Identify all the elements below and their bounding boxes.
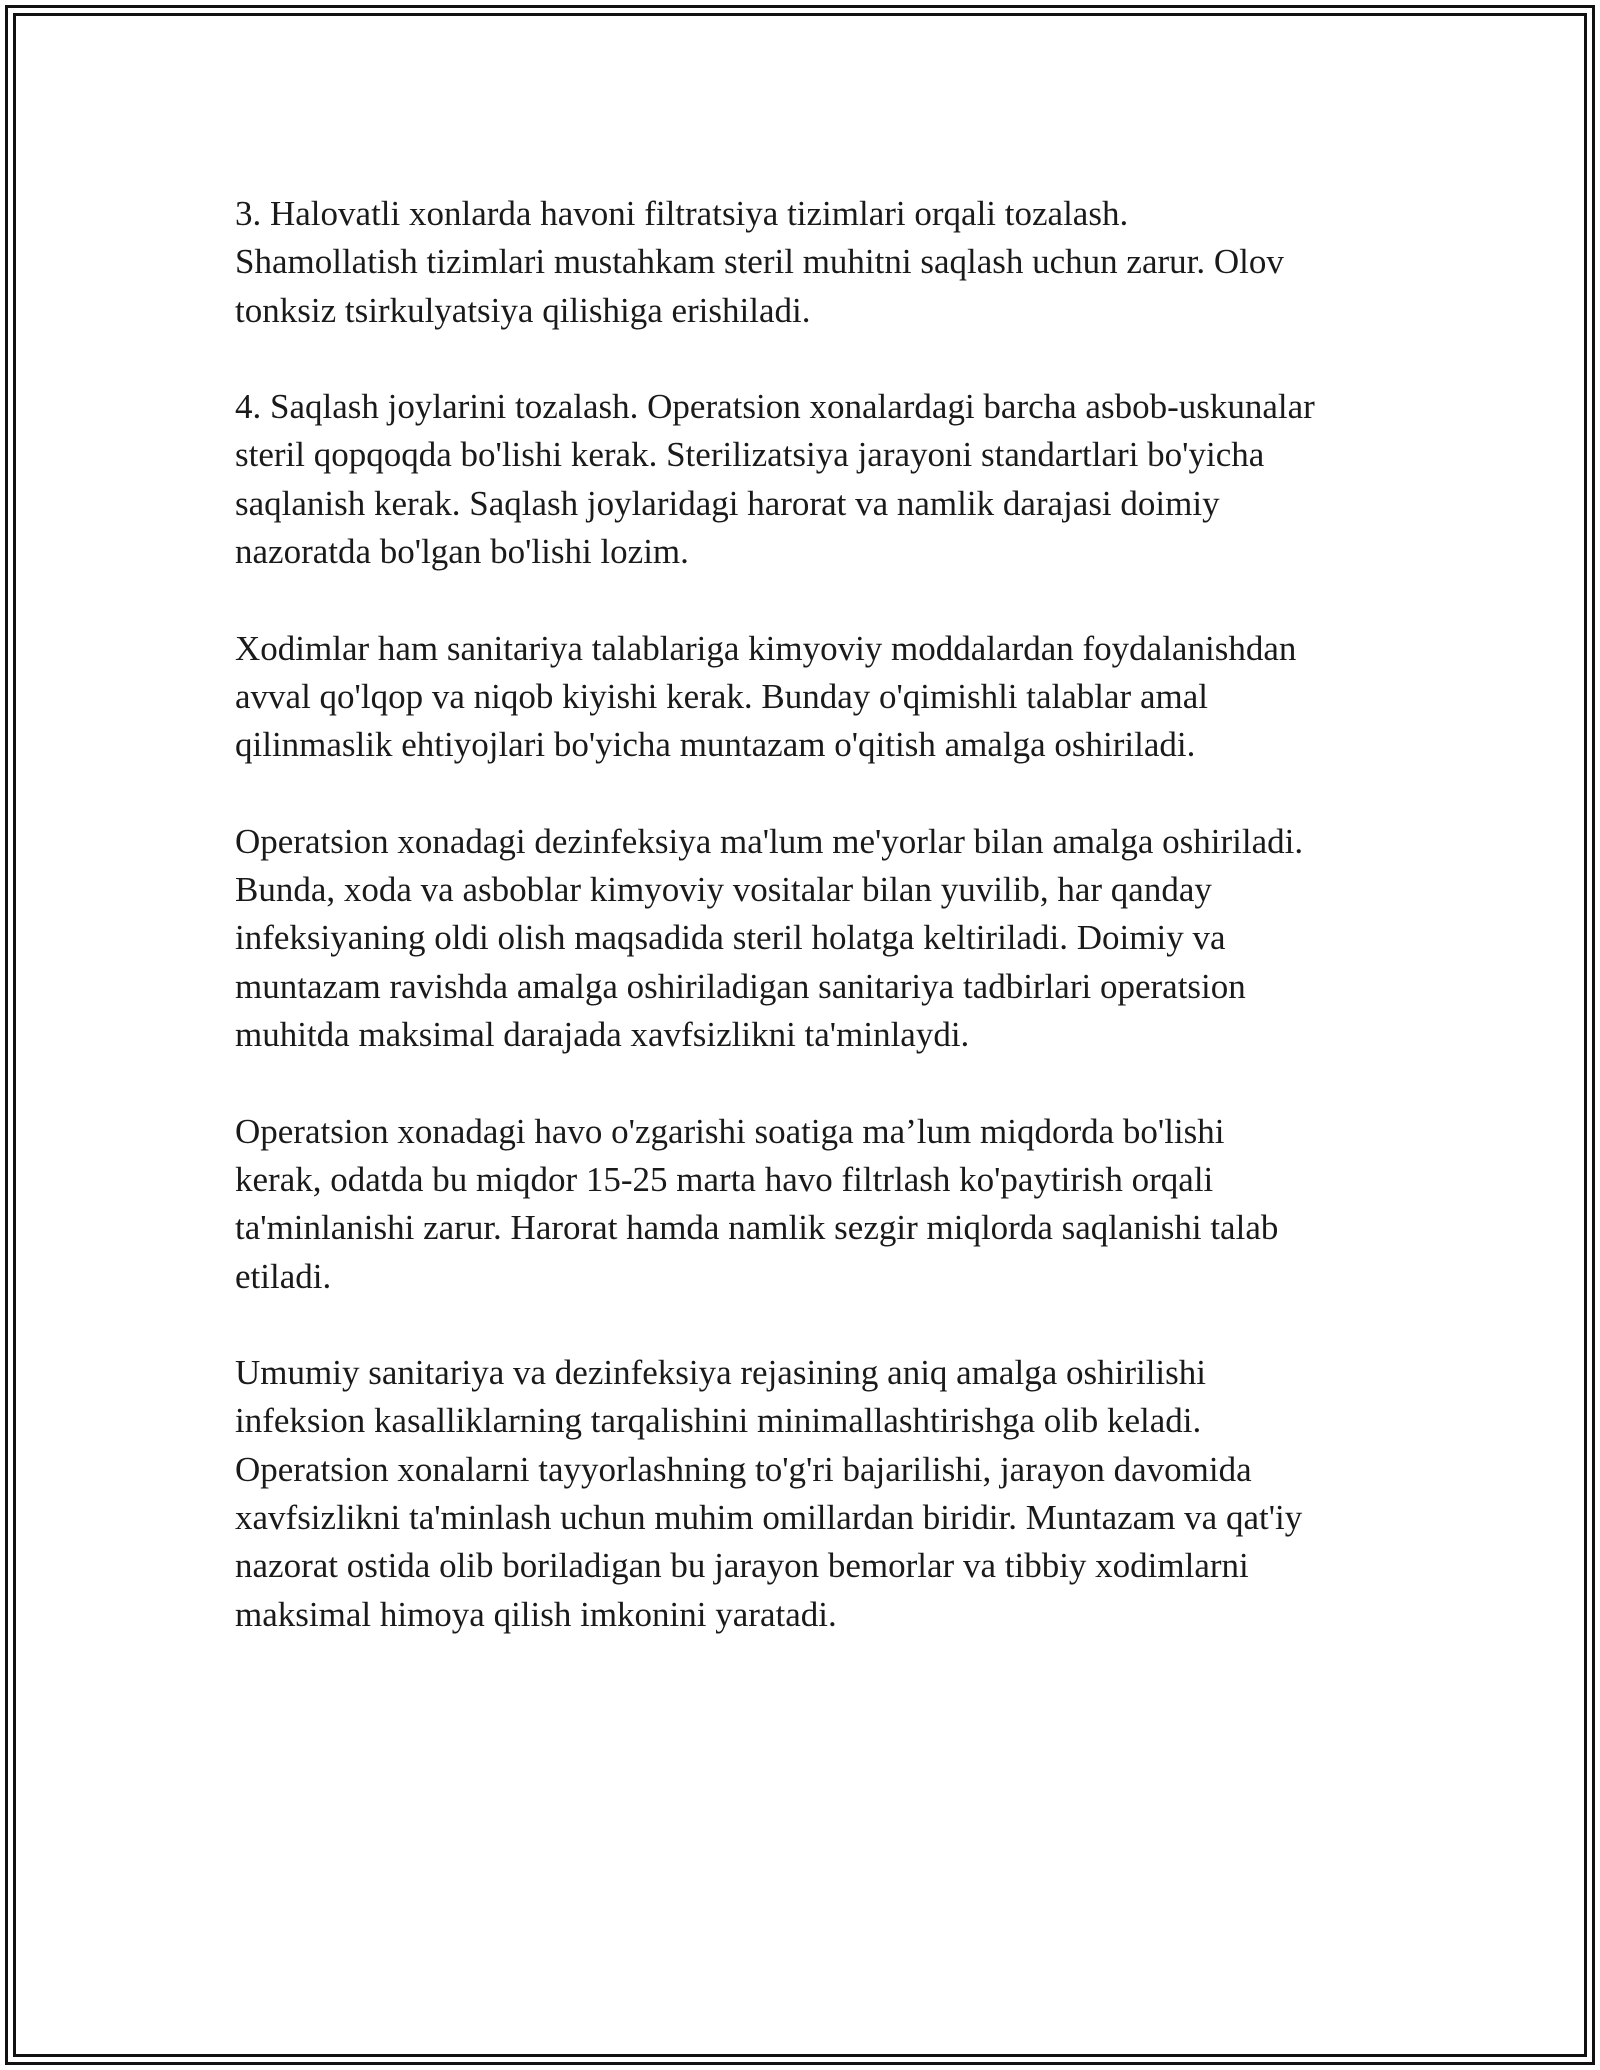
document-body [235, 190, 1375, 1687]
text-line: muhitda maksimal darajada xavfsizlikni ta'minlaydi. [235, 1015, 970, 1055]
text-line: Umumiy sanitariya va dezinfeksiya rejasining aniq amalga oshirilishi [235, 1353, 1206, 1393]
text-line: Shamollatish tizimlari mustahkam steril muhitni saqlash uchun zarur. Olov [235, 242, 1284, 282]
text-line: infeksiyaning oldi olish maqsadida steril holatga keltiriladi. Doimiy va [235, 918, 1226, 958]
text-line: maksimal himoya qilish imkonini yaratadi. [235, 1594, 837, 1634]
text-line: Operatsion xonadagi havo o'zgarishi soatiga ma’lum miqdorda bo'lishi [235, 1111, 1225, 1151]
paragraph-disinfection [235, 818, 1375, 1059]
text-line: xavfsizlikni ta'minlash uchun muhim omillardan biridir. Muntazam va qat'iy [235, 1498, 1303, 1538]
text-line: nazorat ostida olib boriladigan bu jarayon bemorlar va tibbiy xodimlarni [235, 1546, 1249, 1586]
text-line: nazoratda bo'lgan bo'lishi lozim. [235, 532, 689, 572]
text-line: Operatsion xonalarni tayyorlashning to'g'ri bajarilishi, jarayon davomida [235, 1449, 1252, 1489]
text-line: infeksion kasalliklarning tarqalishini minimallashtirishga olib keladi. [235, 1401, 1202, 1441]
text-line: 3. Halovatli xonlarda havoni filtratsiya tizimlari orqali tozalash. [235, 194, 1129, 233]
text-line: saqlanish kerak. Saqlash joylaridagi harorat va namlik darajasi doimiy [235, 483, 1220, 523]
text-line: avval qo'lqop va niqob kiyishi kerak. Bunday o'qimishli talablar amal [235, 676, 1208, 716]
text-line: 4. Saqlash joylarini tozalash. Operatsion xonalardagi barcha asbob-uskunalar [235, 387, 1315, 427]
paragraph-staff-requirements [235, 625, 1375, 770]
paragraph-air-filtration [235, 190, 1375, 335]
paragraph-conclusion [235, 1349, 1375, 1639]
paragraph-storage-cleaning [235, 383, 1375, 576]
text-line: muntazam ravishda amalga oshiriladigan sanitariya tadbirlari operatsion [235, 966, 1246, 1006]
text-line: qilinmaslik ehtiyojlari bo'yicha muntazam o'qitish amalga oshiriladi. [235, 725, 1196, 765]
text-line: steril qopqoqda bo'lishi kerak. Sterilizatsiya jarayoni standartlari bo'yicha [235, 435, 1265, 475]
text-line: Bunda, xoda va asboblar kimyoviy vositalar bilan yuvilib, har qanday [235, 870, 1212, 910]
text-line: etiladi. [235, 1256, 332, 1296]
text-line: tonksiz tsirkulyatsiya qilishiga erishiladi. [235, 290, 811, 330]
text-line: ta'minlanishi zarur. Harorat hamda namlik sezgir miqlorda saqlanishi talab [235, 1208, 1279, 1248]
text-line: Operatsion xonadagi dezinfeksiya ma'lum me'yorlar bilan amalga oshiriladi. [235, 821, 1304, 861]
text-line: Xodimlar ham sanitariya talablariga kimyoviy moddalardan foydalanishdan [235, 628, 1297, 668]
text-line: kerak, odatda bu miqdor 15-25 marta havo filtrlash ko'paytirish orqali [235, 1159, 1214, 1199]
paragraph-air-exchange [235, 1108, 1375, 1301]
